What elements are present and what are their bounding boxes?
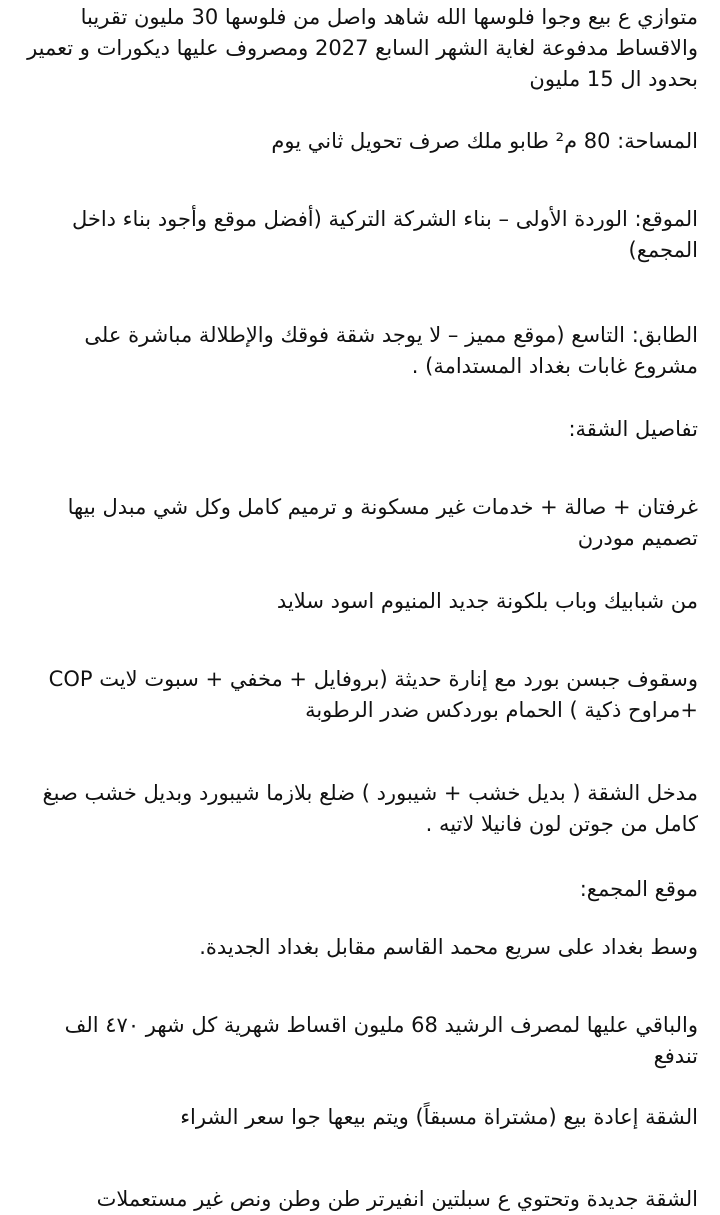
- paragraph-location: الموقع: الوردة الأولى – بناء الشركة التركية (أفضل موقع وأجود بناء داخل المجمع): [71, 207, 698, 262]
- paragraph-rooms: غرفتان + صالة + خدمات غير مسكونة و ترميم كامل وكل شي مبدل بيها تصميم مودرن: [67, 495, 698, 550]
- paragraph-floor: الطابق: التاسع (موقع مميز – لا يوجد شقة فوقك والإطلالة مباشرة على مشروع غابات بغداد المستدامة) .: [84, 323, 698, 378]
- paragraph-details-heading: تفاصيل الشقة:: [568, 417, 698, 441]
- paragraph-air-conditioners: الشقة جديدة وتحتوي ع سبلتين انفيرتر طن وطن ونص غير مستعملات: [96, 1187, 698, 1211]
- paragraph-compound-heading: موقع المجمع:: [579, 877, 698, 901]
- paragraph-windows: من شبابيك وباب بلكونة جديد المنيوم اسود سلايد: [276, 589, 698, 613]
- paragraph-area: المساحة: 80 م² طابو ملك صرف تحويل ثاني يوم: [271, 129, 698, 153]
- paragraph-ceilings: وسقوف جبسن بورد مع إنارة حديثة (بروفايل + مخفي + سبوت لايت COP +مراوح ذكية ) الحمام بوردكس ضدر الرطوبة: [48, 667, 698, 722]
- paragraph-remaining-installments: والباقي عليها لمصرف الرشيد 68 مليون اقساط شهرية كل شهر ٤٧٠ الف تندفع: [64, 1013, 698, 1068]
- paragraph-intro: متوازي ع بيع وجوا فلوسها الله شاهد واصل من فلوسها 30 مليون تقريبا والاقساط مدفوعة لغاية الشهر السابع 2027 ومصروف عليها ديكورات و تعمير بحدود ال 15 مليون: [27, 5, 698, 91]
- paragraph-resale: الشقة إعادة بيع (مشتراة مسبقاً) ويتم بيعها جوا سعر الشراء: [180, 1105, 698, 1129]
- paragraph-entrance: مدخل الشقة ( بديل خشب + شيبورد ) ضلع بلازما شيبورد وبديل خشب صبغ كامل من جوتن لون فانيلا لاتيه .: [42, 781, 698, 836]
- paragraph-compound-location: وسط بغداد على سريع محمد القاسم مقابل بغداد الجديدة.: [199, 935, 698, 959]
